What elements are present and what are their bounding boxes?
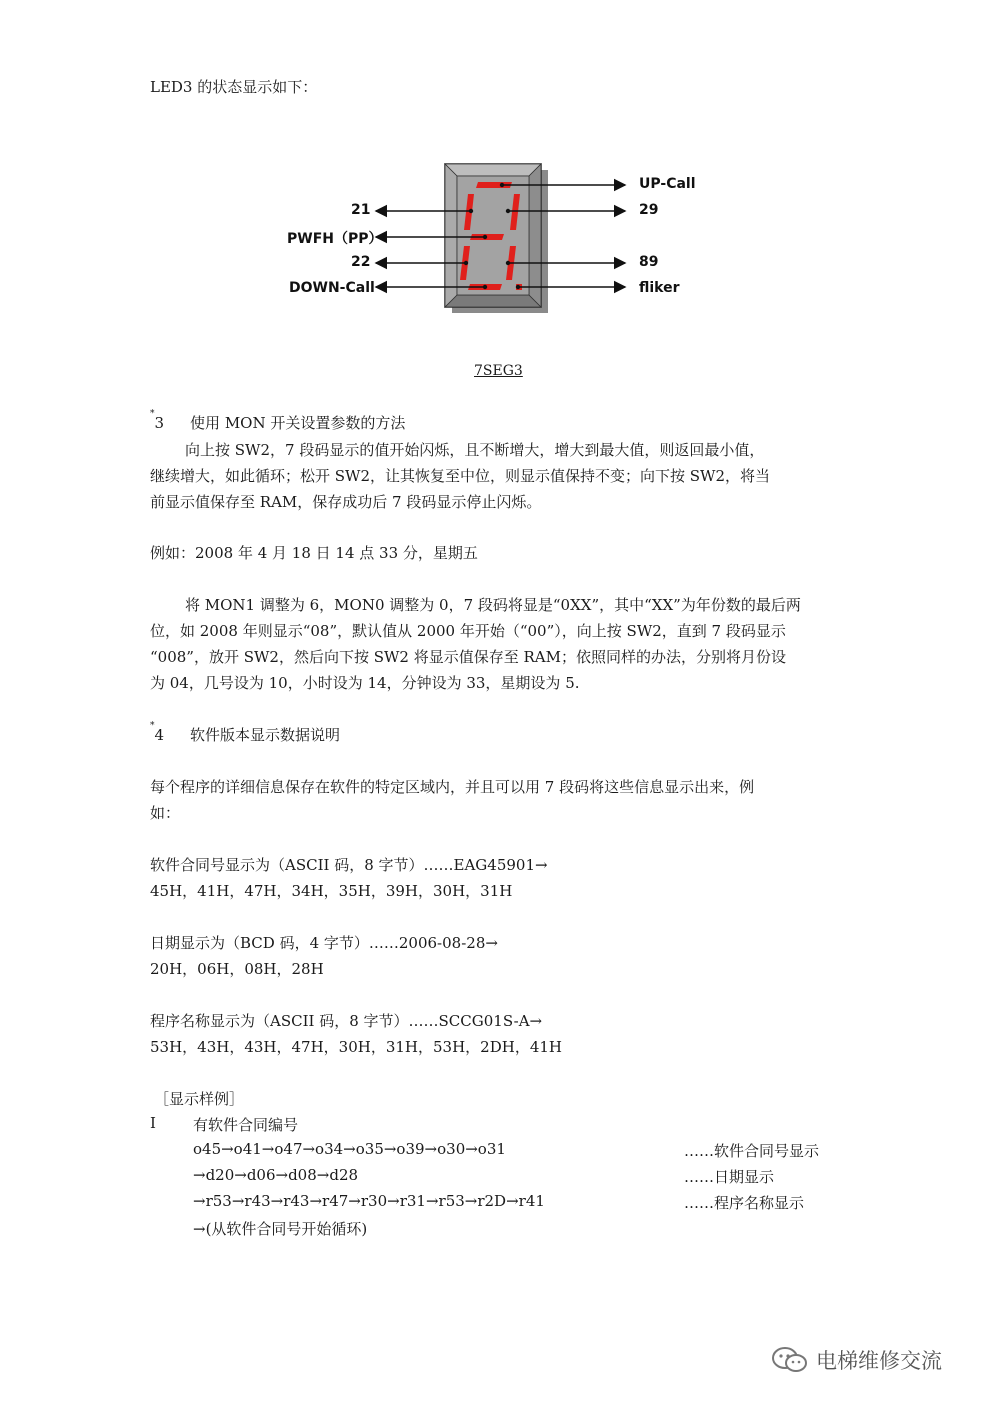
section-4-number: 4 bbox=[154, 726, 165, 744]
example-roman: I bbox=[150, 1114, 156, 1132]
display-example-title: ［显示样例］ bbox=[154, 1090, 245, 1108]
date-hex: 20H，06H，08H，28H bbox=[150, 960, 324, 978]
section-4-heading bbox=[150, 721, 341, 745]
paragraph-line: 每个程序的详细信息保存在软件的特定区域内，并且可以用 7 段码将这些信息显示出来，例 bbox=[150, 778, 755, 796]
program-name-line: 程序名称显示为（ASCII 码，8 字节）……SCCG01S-A→ bbox=[150, 1012, 543, 1030]
label-22: 22 bbox=[351, 254, 371, 270]
label-down-call: DOWN-Call bbox=[289, 280, 375, 296]
paragraph-line: 如： bbox=[150, 804, 181, 822]
contract-number-hex: 45H，41H，47H，34H，35H，39H，30H，31H bbox=[150, 882, 513, 900]
sequence-row: →r53→r43→r43→r47→r30→r31→r53→r2D→r41 bbox=[193, 1192, 545, 1210]
sequence-row: →d20→d06→d08→d28 bbox=[193, 1166, 359, 1184]
paragraph-line: “008”，放开 SW2，然后向下按 SW2 将显示值保存至 RAM；依照同样的办法，分别将月份设 bbox=[150, 648, 787, 666]
paragraph-line: 前显示值保存至 RAM，保存成功后 7 段码显示停止闪烁。 bbox=[150, 493, 542, 511]
sequence-row: →(从软件合同号开始循环) bbox=[193, 1220, 368, 1238]
label-21: 21 bbox=[351, 202, 371, 218]
paragraph-line: 向上按 SW2，7 段码显示的值开始闪烁，且不断增大，增大到最大值，则返回最小值， bbox=[185, 441, 765, 459]
example-line: 例如：2008 年 4 月 18 日 14 点 33 分，星期五 bbox=[150, 544, 478, 562]
label-89: 89 bbox=[639, 254, 659, 270]
paragraph-line: 位，如 2008 年则显示“08”，默认值从 2000 年开始（“00”），向上按 SW2，直到 7 段码显示 bbox=[150, 622, 786, 640]
section-3-number: 3 bbox=[154, 414, 165, 432]
sequence-note: ……程序名称显示 bbox=[684, 1194, 805, 1212]
label-up-call: UP-Call bbox=[639, 176, 696, 192]
intro-text: LED3 的状态显示如下： bbox=[150, 78, 318, 96]
section-4-mark: * bbox=[150, 721, 155, 731]
paragraph-line: 为 04，几号设为 10，小时设为 14，分钟设为 33，星期设为 5. bbox=[150, 674, 580, 692]
watermark bbox=[770, 1345, 942, 1375]
date-line: 日期显示为（BCD 码，4 字节）……2006-08-28→ bbox=[150, 934, 498, 952]
section-3-heading bbox=[150, 409, 406, 433]
sequence-note: ……日期显示 bbox=[684, 1168, 775, 1186]
section-3-mark: * bbox=[150, 409, 155, 419]
diagram-caption: 7SEG3 bbox=[474, 363, 523, 379]
wechat-icon bbox=[770, 1345, 810, 1375]
paragraph-line: 将 MON1 调整为 6，MON0 调整为 0，7 段码将显是“0XX”，其中“XX”为年份数的最后两 bbox=[185, 596, 801, 614]
sequence-row: o45→o41→o47→o34→o35→o39→o30→o31 bbox=[193, 1140, 506, 1158]
label-fliker: fliker bbox=[639, 280, 680, 296]
program-name-hex: 53H，43H，43H，47H，30H，31H，53H，2DH，41H bbox=[150, 1038, 562, 1056]
watermark-text: 电梯维修交流 bbox=[816, 1349, 942, 1373]
contract-number-line: 软件合同号显示为（ASCII 码，8 字节）……EAG45901→ bbox=[150, 856, 548, 874]
label-29: 29 bbox=[639, 202, 659, 218]
example-subtitle: 有软件合同编号 bbox=[193, 1116, 299, 1134]
label-pwfh: PWFH（PP） bbox=[287, 231, 383, 247]
paragraph-line: 继续增大，如此循环；松开 SW2，让其恢复至中位，则显示值保持不变；向下按 SW2，将当 bbox=[150, 467, 771, 485]
sequence-note: ……软件合同号显示 bbox=[684, 1142, 820, 1160]
section-4-title: 软件版本显示数据说明 bbox=[190, 726, 341, 744]
section-3-title: 使用 MON 开关设置参数的方法 bbox=[190, 414, 406, 432]
